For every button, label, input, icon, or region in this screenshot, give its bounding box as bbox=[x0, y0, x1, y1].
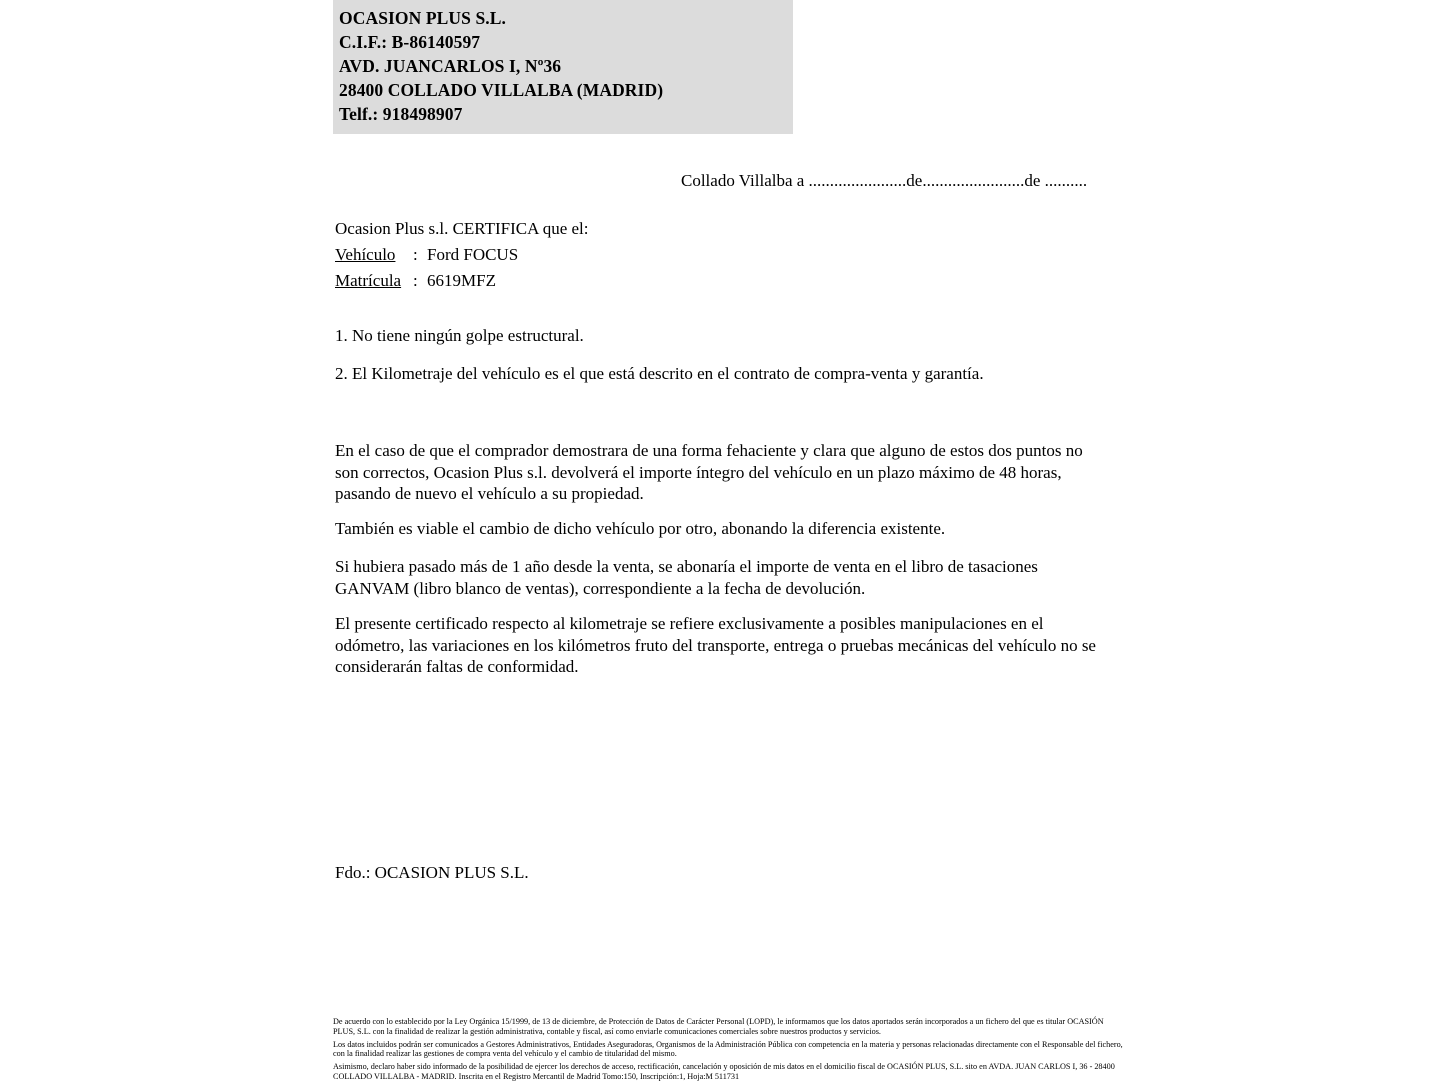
vehicle-value: Ford FOCUS bbox=[427, 245, 519, 264]
legal-paragraph: Los datos incluidos podrán ser comunicados a Gestores Administrativos, Entidades Aseguradoras, Organismos de la Administración Pública con competencia en la materia y personas relacionadas directamente con el Responsable del fichero, con la finalidad realizar las gestiones de compra venta del vehículo y el cambio de titularidad del mismo. bbox=[333, 1039, 1123, 1059]
date-line: Collado Villalba a .......................de........................de .......... bbox=[681, 171, 1088, 190]
company-name: OCASION PLUS S.L. bbox=[339, 8, 507, 28]
legal-paragraph: Asimismo, declaro haber sido informado de la posibilidad de ejercer los derechos de acceso, rectificación, cancelación y oposición de mis datos en el domicilio fiscal de OCASIÓN PLUS, S.L. sito en AVDA. JUAN CARLOS I, 36 - 28400 COLLADO VILLALBA - MADRID. Inscrita en el Registro Mercantil de Madrid Tomo:150, Inscripción:1, Hoja:M 511731 bbox=[333, 1062, 1115, 1081]
vehicle-label: Vehículo bbox=[335, 245, 396, 264]
certification-intro: Ocasion Plus s.l. CERTIFICA que el: bbox=[335, 219, 589, 238]
plate-separator: : bbox=[413, 271, 418, 290]
point-item: 2. El Kilometraje del vehículo es el que está descrito en el contrato de compra-venta y garantía. bbox=[335, 364, 984, 383]
point-item: 1. No tiene ningún golpe estructural. bbox=[335, 326, 584, 345]
body-paragraph: El presente certificado respecto al kilometraje se refiere exclusivamente a posibles manipulaciones en el odómetro, las variaciones en los kilómetros fruto del transporte, entrega o pruebas mecánicas del vehículo no se considerarán faltas de conformidad. bbox=[335, 614, 1096, 676]
body-paragraph: En el caso de que el comprador demostrara de una forma fehaciente y clara que alguno de estos dos puntos no son correctos, Ocasion Plus s.l. devolverá el importe íntegro del vehículo en un plazo máximo de 48 horas, pasando de nuevo el vehículo a su propiedad. bbox=[335, 441, 1083, 503]
vehicle-field bbox=[335, 242, 589, 268]
certification-block bbox=[335, 216, 589, 294]
company-city: 28400 COLLADO VILLALBA (MADRID) bbox=[339, 80, 664, 100]
plate-value: 6619MFZ bbox=[427, 271, 496, 290]
vehicle-separator: : bbox=[413, 245, 418, 264]
plate-field bbox=[335, 268, 589, 294]
body-paragraph: Si hubiera pasado más de 1 año desde la venta, se abonaría el importe de venta en el libro de tasaciones GANVAM (libro blanco de ventas), correspondiente a la fecha de devolución. bbox=[335, 557, 1038, 598]
company-phone: Telf.: 918498907 bbox=[339, 104, 463, 124]
legal-paragraph: De acuerdo con lo establecido por la Ley Orgánica 15/1999, de 13 de diciembre, de Protección de Datos de Carácter Personal (LOPD), le informamos que los datos aportados serán incorporados a un fichero del que es titular OCASIÓN PLUS, S.L. con la finalidad de realizar la gestión administrativa, contable y fiscal, así como enviarle comunicaciones comerciales sobre nuestros productos y servicios. bbox=[333, 1017, 1104, 1036]
signature-line: Fdo.: OCASION PLUS S.L. bbox=[335, 863, 529, 882]
body-paragraph: También es viable el cambio de dicho vehículo por otro, abonando la diferencia existente. bbox=[335, 519, 946, 538]
company-letterhead bbox=[333, 0, 793, 134]
plate-label: Matrícula bbox=[335, 271, 402, 290]
legal-footnote bbox=[333, 1017, 1123, 1082]
company-street: AVD. JUANCARLOS I, Nº36 bbox=[339, 56, 562, 76]
company-cif: C.I.F.: B-86140597 bbox=[339, 32, 481, 52]
